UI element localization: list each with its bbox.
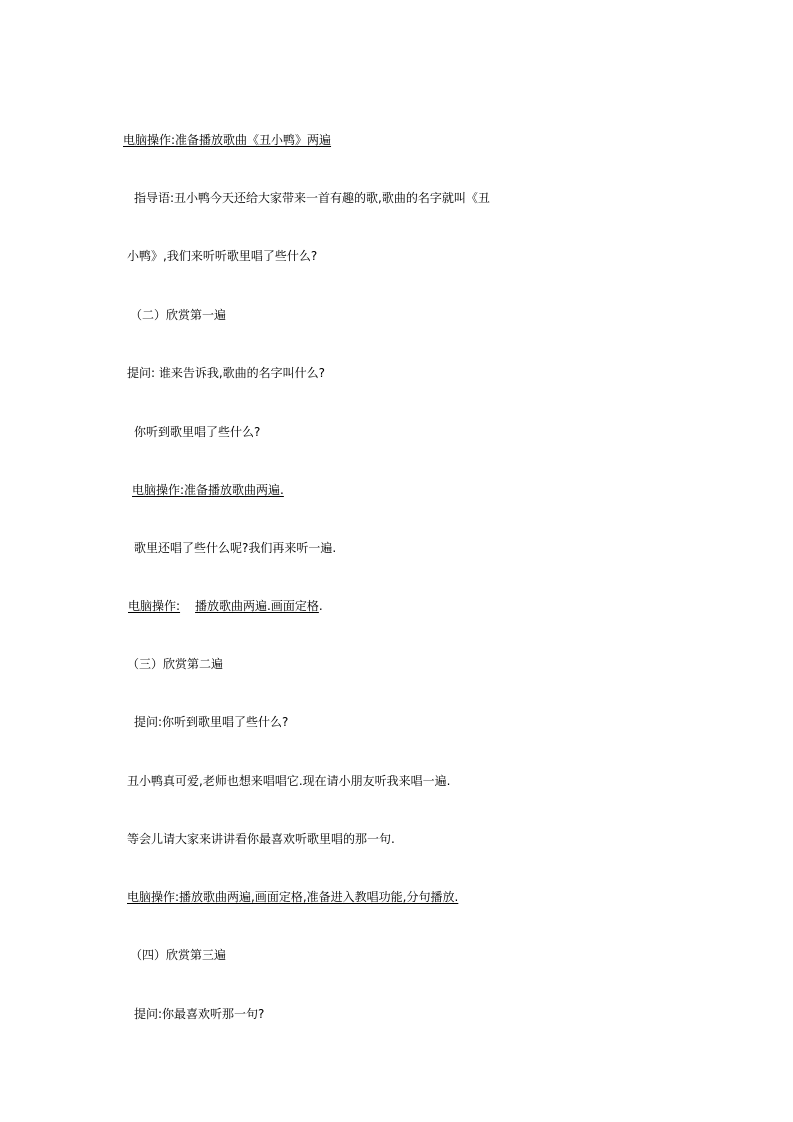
guidance-text-line-2: 小鸭》,我们来听听歌里唱了些什么? [127, 249, 318, 263]
section-heading-4: （四）欣赏第三遍 [130, 948, 227, 962]
computer-operation-1: 电脑操作:准备播放歌曲《丑小鸭》两遍 [123, 133, 332, 147]
section-heading-3: （三）欣赏第二遍 [127, 657, 224, 671]
question-song-name: 提问: 谁来告诉我,歌曲的名字叫什么? [127, 366, 326, 380]
computer-operation-3 [128, 598, 323, 614]
teacher-sing-text: 丑小鸭真可爱,老师也想来唱唱它.现在请小朋友听我来唱一遍. [127, 774, 451, 788]
computer-operation-4: 电脑操作:播放歌曲两遍,画面定格,准备进入教唱功能,分句播放. [127, 890, 459, 904]
computer-operation-2: 电脑操作:准备播放歌曲两遍. [132, 483, 284, 497]
guidance-text-line-1: 指导语:丑小鸭今天还给大家带来一首有趣的歌,歌曲的名字就叫《丑 [134, 191, 490, 205]
favorite-line-text: 等会儿请大家来讲讲看你最喜欢听歌里唱的那一句. [127, 832, 395, 846]
operation-action: 播放歌曲两遍.画面定格 [195, 599, 319, 613]
question-favorite: 提问:你最喜欢听那一句? [134, 1007, 265, 1021]
listen-again-text: 歌里还唱了些什么呢?我们再来听一遍. [134, 541, 337, 555]
question-second-listen: 提问:你听到歌里唱了些什么? [134, 715, 289, 729]
operation-end: . [318, 599, 323, 613]
operation-label: 电脑操作: [128, 599, 181, 613]
section-heading-2: （二）欣赏第一遍 [130, 308, 227, 322]
question-what-heard: 你听到歌里唱了些什么? [134, 425, 261, 439]
